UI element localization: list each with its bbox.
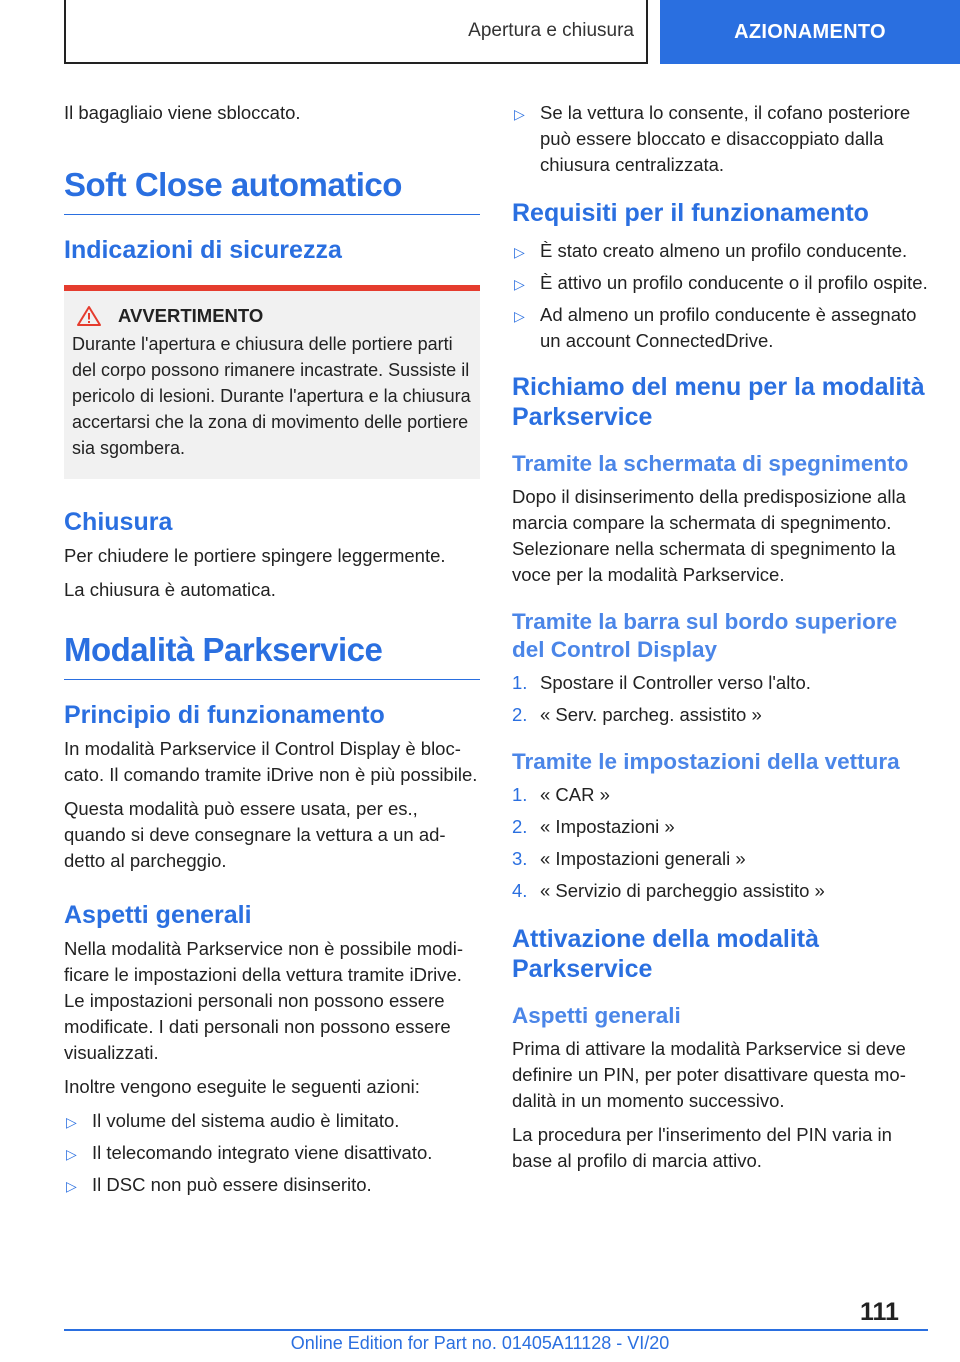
continued-list [512, 100, 928, 178]
warning-triangle-icon [76, 305, 102, 327]
list-item: ▷ Il volume del sistema audio è limitato. [64, 1108, 480, 1134]
heading-impostazioni: Tramite le impostazioni della vettura [512, 749, 900, 774]
warning-box [64, 285, 480, 479]
header-chapter-title: AZIONAMENTO [734, 20, 886, 43]
bullet-triangle-icon: ▷ [66, 1114, 77, 1130]
barra-steps [512, 670, 928, 728]
heading-richiamo: Richiamo del menu per la modalità Parkservice [512, 373, 925, 431]
bullet-triangle-icon: ▷ [514, 244, 525, 260]
right-column [512, 100, 928, 1182]
chiusura-text-1: Per chiudere le portiere spingere leggermente. [64, 545, 446, 566]
heading-principio: Principio di funzionamento [64, 701, 385, 729]
bullet-triangle-icon: ▷ [66, 1146, 77, 1162]
page-number: 111 [860, 1298, 899, 1326]
header-chapter-tab [660, 0, 960, 64]
heading-parkservice: Modalità Parkservice [64, 631, 480, 680]
heading-attivazione: Attivazione della modalità Parkservice [512, 925, 820, 983]
heading-sicurezza: Indicazioni di sicurezza [64, 236, 342, 264]
heading-aspetti-attivazione: Aspetti generali [512, 1003, 681, 1028]
bullet-triangle-icon: ▷ [514, 308, 525, 324]
requisiti-list [512, 238, 928, 354]
header-section-title: Apertura e chiusura [468, 20, 634, 41]
list-item: ▷ È attivo un profilo conducente o il profilo ospite. [512, 270, 928, 296]
list-item: 1. « CAR » [512, 784, 610, 805]
bullet-triangle-icon: ▷ [514, 106, 525, 122]
bullet-triangle-icon: ▷ [66, 1178, 77, 1194]
list-item: 2. « Serv. parcheg. assistito » [512, 704, 762, 725]
bullet-triangle-icon: ▷ [514, 276, 525, 292]
list-item: ▷ Il telecomando integrato viene disattivato. [64, 1140, 480, 1166]
footer-edition: Online Edition for Part no. 01405A11128 - VI/20 [290, 1333, 670, 1353]
header-section-tab [64, 0, 648, 64]
footer-divider [64, 1329, 928, 1331]
chiusura-text-2: La chiusura è automatica. [64, 579, 276, 600]
attivazione-text-1: Prima di attivare la modalità Parkservice si deve definire un PIN, per poter disattivare questa modalità in un momento successivo. [512, 1038, 906, 1111]
heading-aspetti: Aspetti generali [64, 901, 252, 929]
list-item: 3. « Impostazioni generali » [512, 848, 746, 869]
list-item: ▷ Ad almeno un profilo conducente è assegnato un account ConnectedDrive. [514, 304, 917, 351]
list-item: 4. « Servizio di parcheggio assistito » [512, 880, 825, 901]
warning-text: Durante l'apertura e chiusura delle portiere parti del corpo possono rimanere incastrate. Sussiste il pericolo di lesioni. Durante l'apertura e la chiusura accertarsi che la zona di movimento delle portiere sia sgombera. [72, 334, 471, 458]
list-item: 1. Spostare il Controller verso l'alto. [512, 672, 811, 693]
principio-text-2: Questa modalità può essere usata, per es., quando si deve consegnare la vettura a un addetto al parcheggio. [64, 798, 446, 871]
heading-soft-close: Soft Close automatico [64, 166, 480, 215]
attivazione-text-2: La procedura per l'inserimento del PIN varia in base al profilo di marcia attivo. [512, 1124, 892, 1171]
left-column [64, 100, 480, 1206]
actions-list [64, 1108, 480, 1198]
list-item: ▷ Il DSC non può essere disinserito. [64, 1172, 480, 1198]
list-item: ▷ Se la vettura lo consente, il cofano posteriore può essere bloccato e disaccoppiato dalla chiusura centralizzata. [514, 102, 911, 175]
heading-requisiti: Requisiti per il funzionamento [512, 199, 869, 227]
list-item: 2. « Impostazioni » [512, 816, 675, 837]
aspetti-text-2: Inoltre vengono eseguite le seguenti azioni: [64, 1076, 420, 1097]
impostazioni-steps [512, 782, 928, 904]
heading-schermata: Tramite la schermata di spegnimento [512, 451, 909, 476]
schermata-text: Dopo il disinserimento della predisposizione alla marcia compare la schermata di spegnimento. Selezionare nella schermata di spegnimento la voce per la modalità Parkservice. [512, 486, 906, 585]
aspetti-text-1: Nella modalità Parkservice non è possibile modificare le impostazioni della vettura tramite iDrive. Le impostazioni personali non possono essere modificate. I dati personali non possono essere visualizzati. [64, 938, 463, 1063]
principio-text-1: In modalità Parkservice il Control Display è bloccato. Il comando tramite iDrive non è più possibile. [64, 738, 478, 785]
list-item: ▷ È stato creato almeno un profilo conducente. [512, 238, 928, 264]
heading-chiusura: Chiusura [64, 508, 173, 536]
heading-barra: Tramite la barra sul bordo superiore del Control Display [512, 609, 898, 662]
intro-text: Il bagagliaio viene sbloccato. [64, 102, 301, 123]
warning-title: AVVERTIMENTO [76, 305, 472, 327]
